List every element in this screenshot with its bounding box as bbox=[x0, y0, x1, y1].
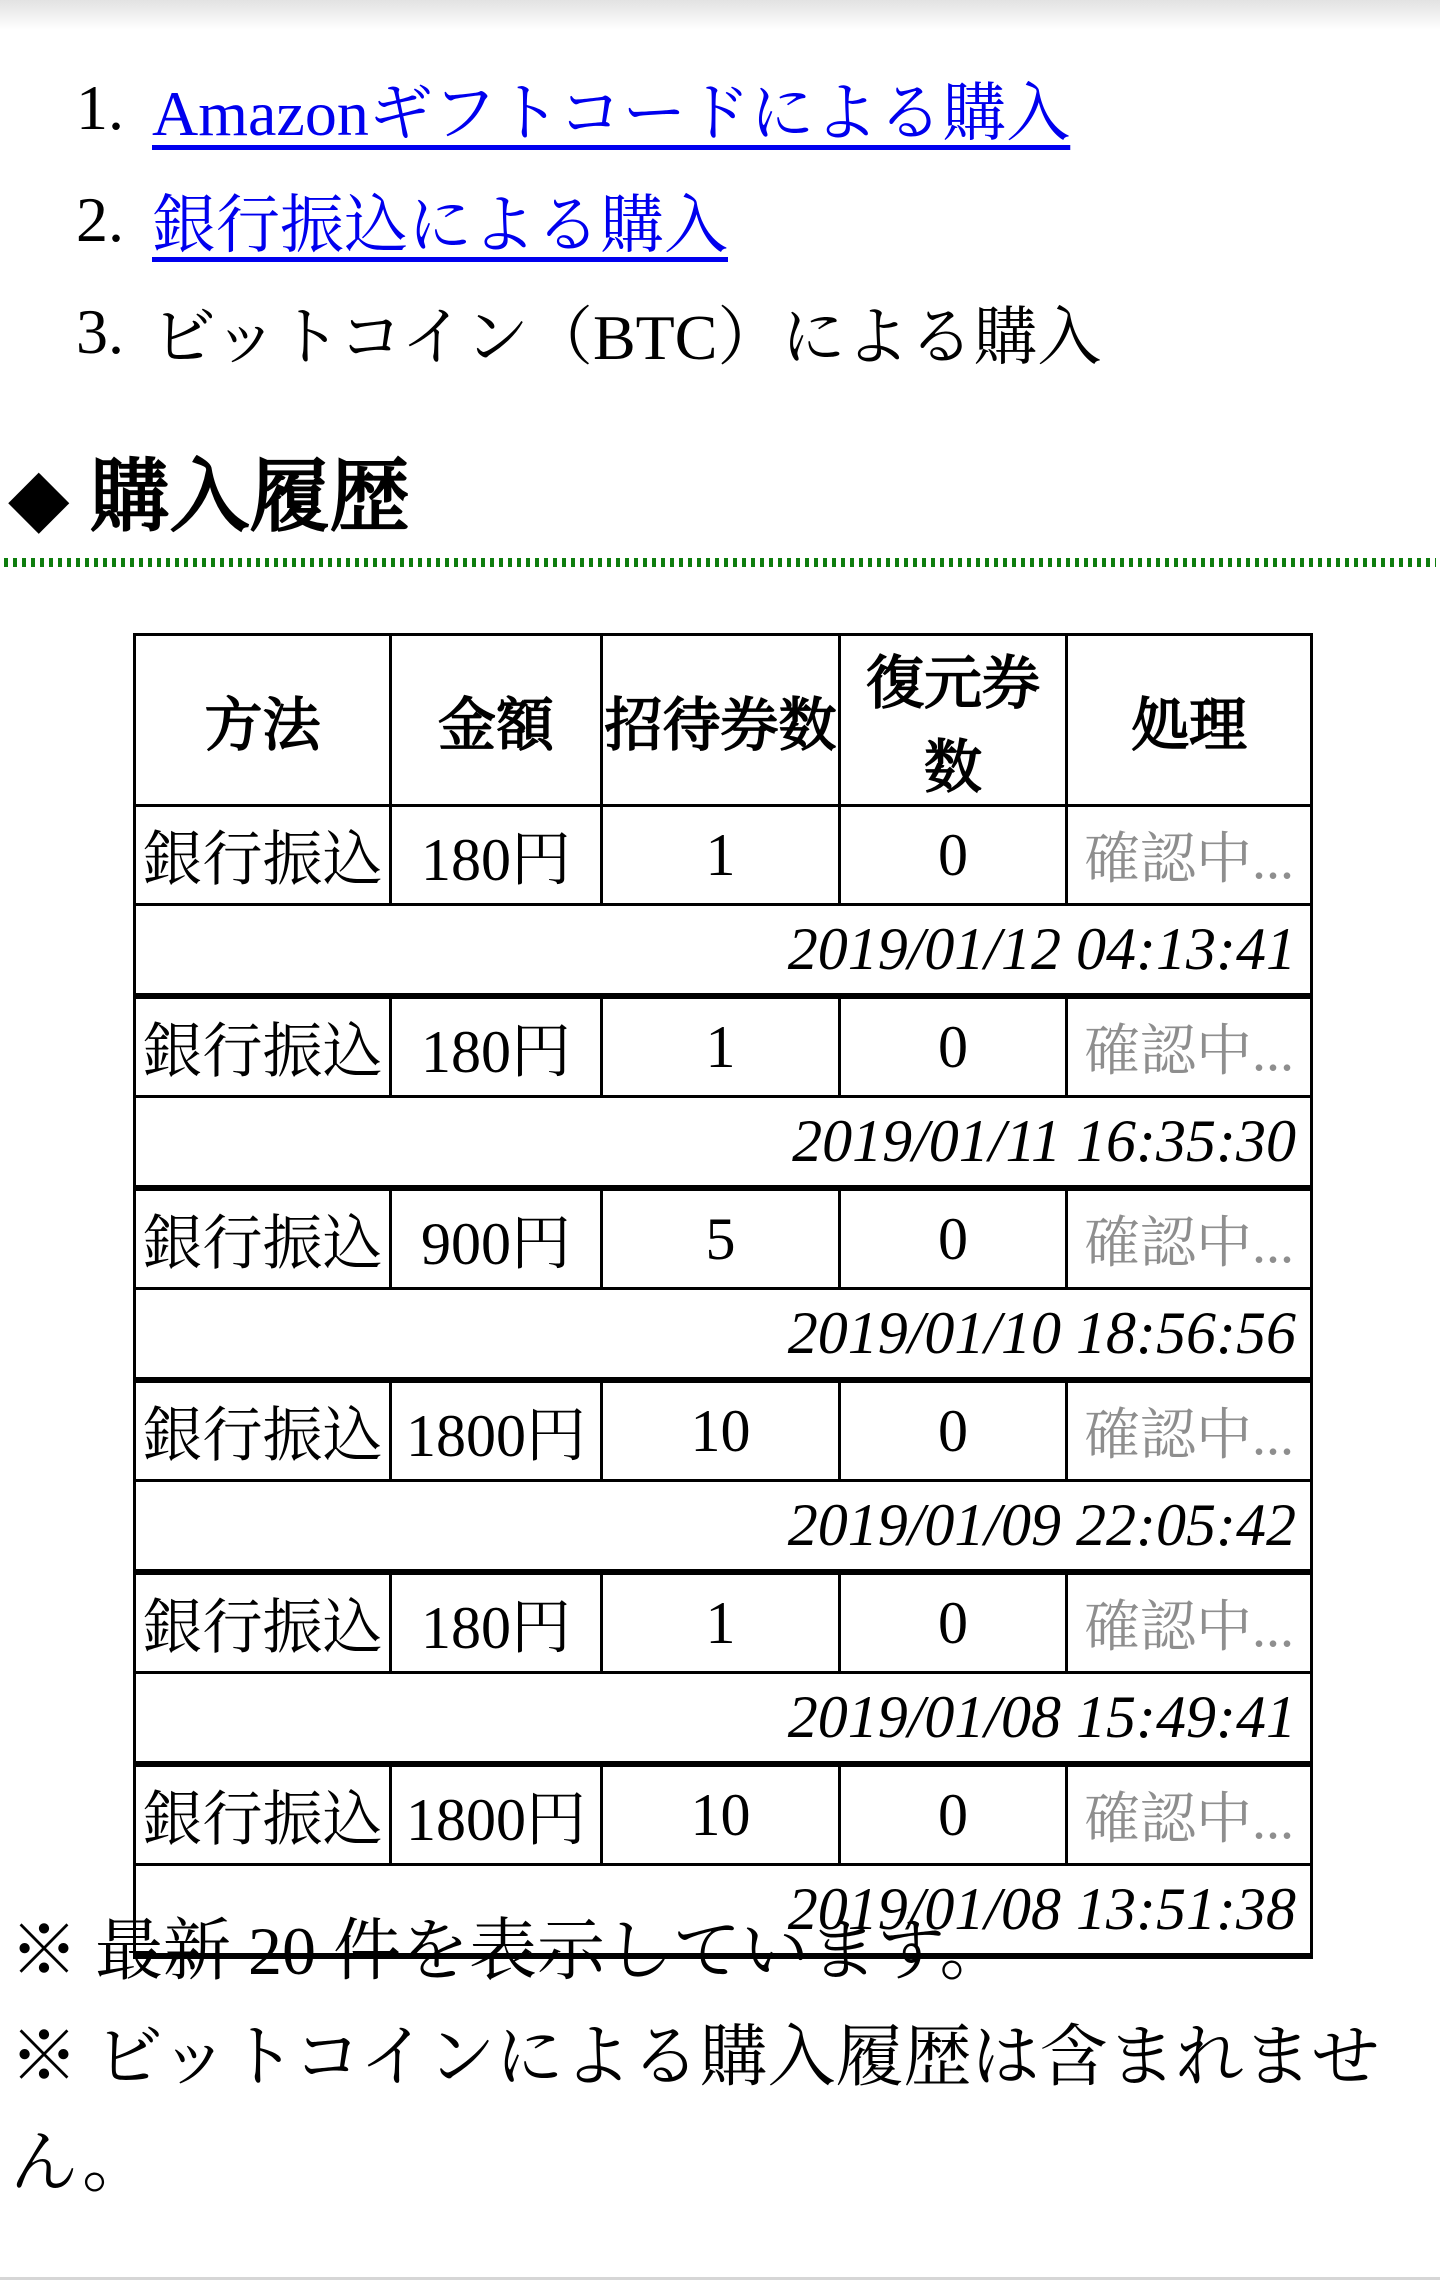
list-number: 2. bbox=[76, 184, 124, 255]
footnote-latest-20: ※ 最新 20 件を表示しています。 bbox=[10, 1913, 1008, 1989]
restore-tickets-cell: 0 bbox=[840, 806, 1067, 905]
datetime-cell: 2019/01/08 13:51:38 bbox=[135, 1865, 1312, 1957]
method-item-bitcoin bbox=[76, 276, 1420, 388]
method-cell: 銀行振込 bbox=[135, 1572, 391, 1673]
status-cell: 確認中... bbox=[1067, 1764, 1312, 1865]
invite-tickets-cell: 10 bbox=[602, 1380, 840, 1481]
datetime-cell: 2019/01/09 22:05:42 bbox=[135, 1481, 1312, 1573]
status-cell: 確認中... bbox=[1067, 1188, 1312, 1289]
restore-tickets-cell: 0 bbox=[840, 1380, 1067, 1481]
amount-cell: 900円 bbox=[391, 1188, 602, 1289]
bank-transfer-link[interactable]: 銀行振込による購入 bbox=[152, 190, 728, 261]
restore-tickets-cell: 0 bbox=[840, 1188, 1067, 1289]
top-scroll-shadow bbox=[0, 0, 1440, 30]
datetime-cell: 2019/01/08 15:49:41 bbox=[135, 1673, 1312, 1765]
table-row bbox=[135, 1572, 1312, 1673]
amount-cell: 1800円 bbox=[391, 1764, 602, 1865]
invite-tickets-cell: 1 bbox=[602, 996, 840, 1097]
invite-tickets-cell: 1 bbox=[602, 1572, 840, 1673]
diamond-icon: ◆ bbox=[8, 454, 70, 542]
heading-text: 購入履歴 bbox=[89, 454, 410, 542]
invite-tickets-cell: 5 bbox=[602, 1188, 840, 1289]
status-cell: 確認中... bbox=[1067, 1380, 1312, 1481]
table-row bbox=[135, 1380, 1312, 1481]
datetime-cell: 2019/01/11 16:35:30 bbox=[135, 1097, 1312, 1189]
invite-tickets-cell: 1 bbox=[602, 806, 840, 905]
date-row bbox=[135, 905, 1312, 997]
footnotes bbox=[10, 1898, 1430, 2216]
green-dotted-rule bbox=[4, 558, 1436, 567]
col-header-invite-tickets: 招待券数 bbox=[602, 635, 840, 806]
method-cell: 銀行振込 bbox=[135, 1764, 391, 1865]
footnote-bitcoin-excluded: ※ ビットコインによる購入履歴は含まれません。 bbox=[10, 2019, 1380, 2201]
col-header-method: 方法 bbox=[135, 635, 391, 806]
table-row bbox=[135, 1764, 1312, 1865]
method-cell: 銀行振込 bbox=[135, 806, 391, 905]
purchase-history-heading bbox=[8, 448, 1432, 548]
datetime-cell: 2019/01/10 18:56:56 bbox=[135, 1289, 1312, 1381]
table-row bbox=[135, 1188, 1312, 1289]
restore-tickets-cell: 0 bbox=[840, 1764, 1067, 1865]
amount-cell: 180円 bbox=[391, 806, 602, 905]
purchase-methods-list bbox=[0, 52, 1420, 388]
restore-tickets-cell: 0 bbox=[840, 1572, 1067, 1673]
table-header-row bbox=[135, 635, 1312, 806]
list-number: 3. bbox=[76, 296, 124, 367]
amount-cell: 1800円 bbox=[391, 1380, 602, 1481]
col-header-restore-tickets: 復元券数 bbox=[840, 635, 1067, 806]
method-cell: 銀行振込 bbox=[135, 1188, 391, 1289]
col-header-processing: 処理 bbox=[1067, 635, 1312, 806]
list-number: 1. bbox=[76, 72, 124, 143]
amount-cell: 180円 bbox=[391, 996, 602, 1097]
bitcoin-method-label: ビットコイン（BTC）による購入 bbox=[152, 302, 1102, 373]
col-header-amount: 金額 bbox=[391, 635, 602, 806]
restore-tickets-cell: 0 bbox=[840, 996, 1067, 1097]
status-cell: 確認中... bbox=[1067, 806, 1312, 905]
purchase-history-table bbox=[133, 633, 1313, 1959]
status-cell: 確認中... bbox=[1067, 996, 1312, 1097]
method-item-bank-transfer bbox=[76, 164, 1420, 276]
method-item-amazon-gift-code bbox=[76, 52, 1420, 164]
date-row bbox=[135, 1289, 1312, 1381]
date-row bbox=[135, 1673, 1312, 1765]
amount-cell: 180円 bbox=[391, 1572, 602, 1673]
date-row bbox=[135, 1097, 1312, 1189]
datetime-cell: 2019/01/12 04:13:41 bbox=[135, 905, 1312, 997]
invite-tickets-cell: 10 bbox=[602, 1764, 840, 1865]
amazon-gift-code-link[interactable]: Amazonギフトコードによる購入 bbox=[152, 78, 1071, 149]
date-row bbox=[135, 1481, 1312, 1573]
table-row bbox=[135, 996, 1312, 1097]
status-cell: 確認中... bbox=[1067, 1572, 1312, 1673]
method-cell: 銀行振込 bbox=[135, 996, 391, 1097]
method-cell: 銀行振込 bbox=[135, 1380, 391, 1481]
table-row bbox=[135, 806, 1312, 905]
